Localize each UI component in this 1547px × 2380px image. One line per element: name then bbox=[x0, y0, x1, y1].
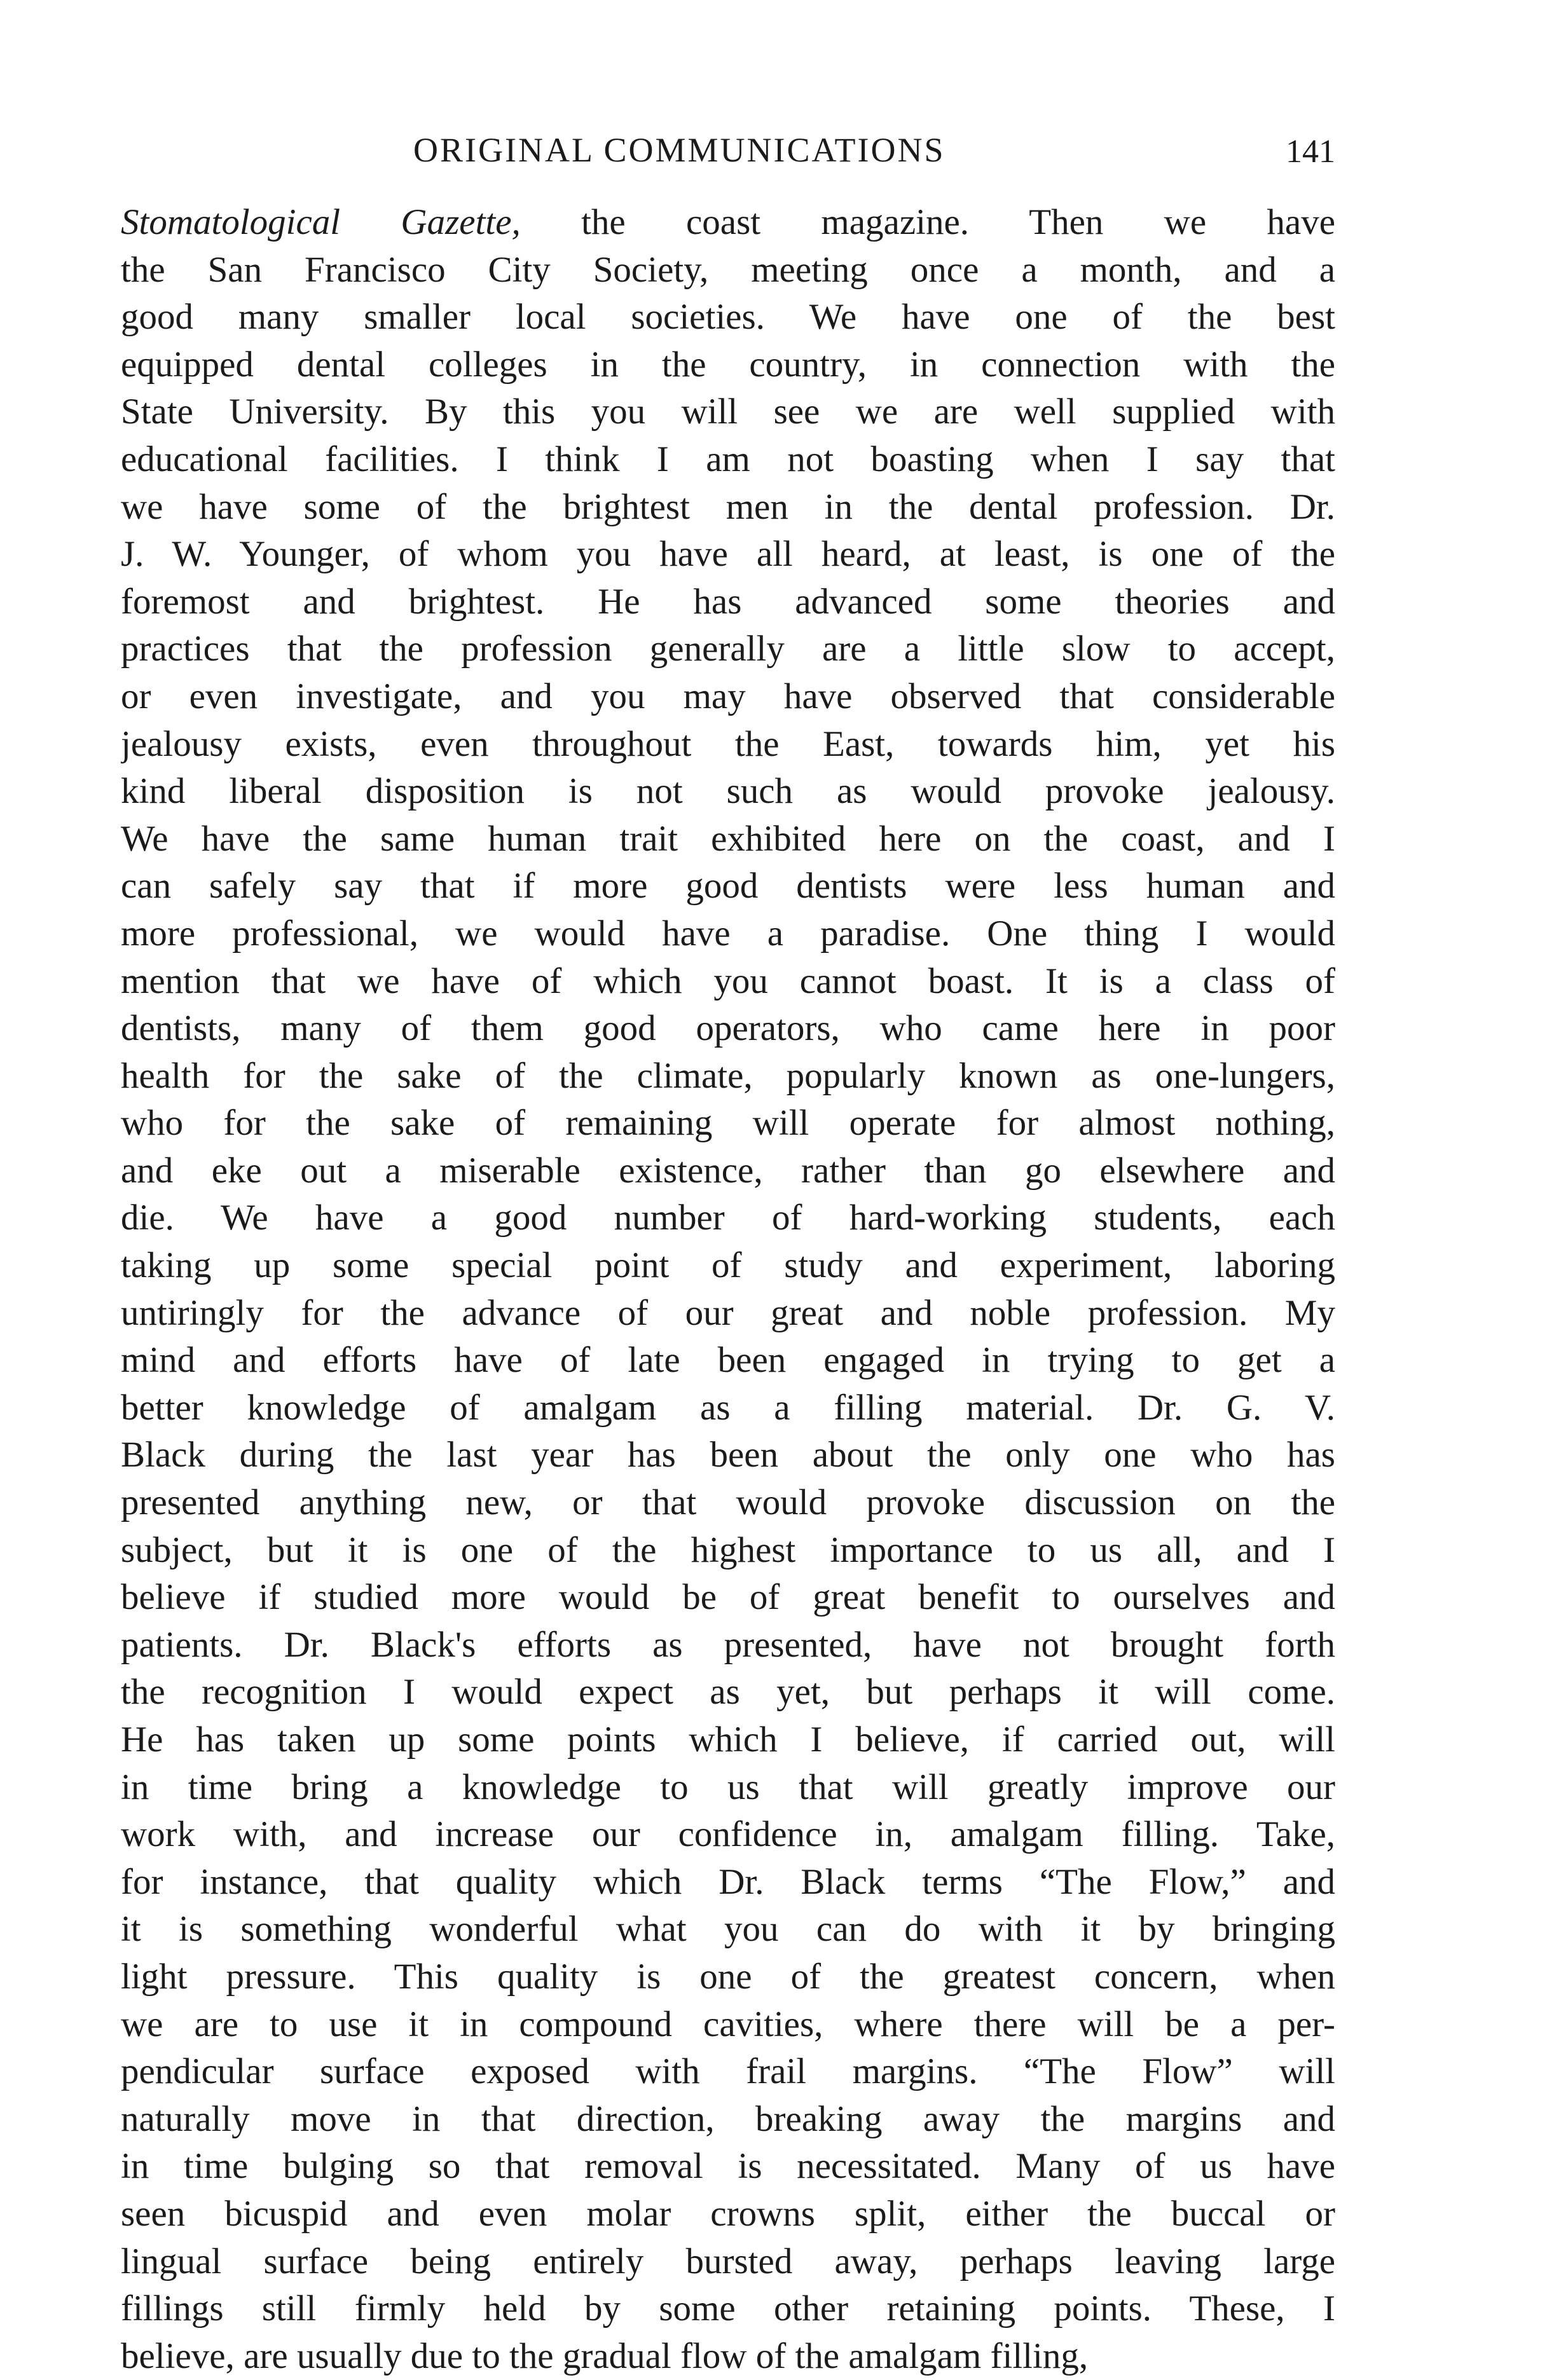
line-text: naturally move in that direction, breaking away the margins and bbox=[121, 2098, 1335, 2139]
text-line bbox=[121, 1764, 1335, 1812]
line-text: equipped dental colleges in the country, in connection with the bbox=[121, 344, 1335, 385]
line-text: presented anything new, or that would provoke discussion on the bbox=[121, 1482, 1335, 1523]
text-line bbox=[121, 247, 1335, 294]
line-text: more professional, we would have a paradise. One thing I would bbox=[121, 913, 1335, 954]
body-text bbox=[121, 199, 1335, 2380]
line-text: the coast magazine. Then we have bbox=[520, 202, 1335, 242]
page-number: 141 bbox=[1286, 133, 1335, 170]
line-text: foremost and brightest. He has advanced some theories and bbox=[121, 581, 1335, 622]
line-text: we have some of the brightest men in the dental profession. Dr. bbox=[121, 486, 1335, 527]
text-line bbox=[121, 1242, 1335, 1290]
text-line bbox=[121, 1194, 1335, 1242]
line-text: for instance, that quality which Dr. Black terms “The Flow,” and bbox=[121, 1861, 1335, 1902]
text-line bbox=[121, 2048, 1335, 2096]
text-line bbox=[121, 2001, 1335, 2049]
line-text: can safely say that if more good dentists were less human and bbox=[121, 866, 1335, 906]
text-line bbox=[121, 578, 1335, 626]
line-text: the San Francisco City Society, meeting once a month, and a bbox=[121, 249, 1335, 290]
text-line bbox=[121, 1811, 1335, 1859]
text-line bbox=[121, 1337, 1335, 1385]
running-title: ORIGINAL COMMUNICATIONS bbox=[413, 131, 945, 169]
line-text: health for the sake of the climate, popularly known as one-lungers, bbox=[121, 1055, 1335, 1096]
text-line bbox=[121, 531, 1335, 578]
line-text: and eke out a miserable existence, rather than go elsewhere and bbox=[121, 1150, 1335, 1191]
text-line bbox=[121, 1527, 1335, 1575]
line-text: or even investigate, and you may have observed that considerable bbox=[121, 676, 1335, 716]
text-line bbox=[121, 768, 1335, 816]
line-text: pendicular surface exposed with frail margins. “The Flow” will bbox=[121, 2051, 1335, 2092]
text-line bbox=[121, 1622, 1335, 1669]
italic-title: Stomatological Gazette, bbox=[121, 202, 521, 242]
text-line bbox=[121, 1716, 1335, 1764]
line-text: good many smaller local societies. We have one of the best bbox=[121, 297, 1335, 338]
text-line bbox=[121, 1005, 1335, 1053]
line-text: practices that the profession generally are a little slow to accept, bbox=[121, 629, 1335, 669]
text-line bbox=[121, 1053, 1335, 1100]
line-text: in time bring a knowledge to us that will greatly improve our bbox=[121, 1767, 1335, 1807]
text-line bbox=[121, 816, 1335, 863]
line-text: patients. Dr. Black's efforts as presented, have not brought forth bbox=[121, 1624, 1335, 1665]
text-line bbox=[121, 484, 1335, 531]
text-line bbox=[121, 2333, 1335, 2380]
line-text: jealousy exists, even throughout the East, towards him, yet his bbox=[121, 723, 1335, 764]
text-line bbox=[121, 1859, 1335, 1906]
text-line bbox=[121, 2238, 1335, 2286]
line-text: dentists, many of them good operators, who came here in poor bbox=[121, 1008, 1335, 1049]
line-text: we are to use it in compound cavities, where there will be a per- bbox=[121, 2004, 1335, 2044]
line-text: mention that we have of which you cannot boast. It is a class of bbox=[121, 961, 1335, 1001]
line-text: it is something wonderful what you can do with it by bringing bbox=[121, 1909, 1335, 1950]
line-text: work with, and increase our confidence in, amalgam filling. Take, bbox=[121, 1814, 1335, 1855]
page-header bbox=[121, 130, 1335, 181]
text-line bbox=[121, 910, 1335, 958]
text-line bbox=[121, 721, 1335, 769]
line-text: mind and efforts have of late been engaged in trying to get a bbox=[121, 1340, 1335, 1381]
line-text: We have the same human trait exhibited here on the coast, and I bbox=[121, 818, 1335, 859]
text-line bbox=[121, 2096, 1335, 2144]
line-text: believe if studied more would be of great benefit to ourselves and bbox=[121, 1577, 1335, 1618]
line-text: light pressure. This quality is one of the greatest concern, when bbox=[121, 1956, 1335, 1997]
line-text: J. W. Younger, of whom you have all heard, at least, is one of the bbox=[121, 534, 1335, 575]
text-line bbox=[121, 294, 1335, 341]
line-text: lingual surface being entirely bursted away, perhaps leaving large bbox=[121, 2241, 1335, 2281]
line-text: kind liberal disposition is not such as would provoke jealousy. bbox=[121, 771, 1335, 812]
line-text: State University. By this you will see we are well supplied with bbox=[121, 392, 1335, 432]
line-text: the recognition I would expect as yet, but perhaps it will come. bbox=[121, 1672, 1335, 1713]
text-line bbox=[121, 2285, 1335, 2333]
text-line bbox=[121, 1147, 1335, 1195]
text-line bbox=[121, 1432, 1335, 1479]
text-line bbox=[121, 388, 1335, 436]
line-text: taking up some special point of study and experiment, laboring bbox=[121, 1245, 1335, 1286]
line-text: untiringly for the advance of our great and noble profession. My bbox=[121, 1292, 1335, 1333]
line-text: He has taken up some points which I believe, if carried out, will bbox=[121, 1720, 1335, 1760]
text-line bbox=[121, 1479, 1335, 1527]
text-line bbox=[121, 863, 1335, 910]
text-line bbox=[121, 1669, 1335, 1716]
line-text: die. We have a good number of hard-working students, each bbox=[121, 1198, 1335, 1238]
text-line bbox=[121, 2143, 1335, 2191]
line-text: seen bicuspid and even molar crowns split, either the buccal or bbox=[121, 2193, 1335, 2234]
text-line bbox=[121, 1290, 1335, 1337]
text-line bbox=[121, 1385, 1335, 1432]
line-text: fillings still firmly held by some other retaining points. These, I bbox=[121, 2288, 1335, 2329]
line-text: educational facilities. I think I am not boasting when I say that bbox=[121, 439, 1335, 479]
text-line bbox=[121, 626, 1335, 673]
text-line bbox=[121, 436, 1335, 484]
text-line bbox=[121, 1100, 1335, 1147]
text-line bbox=[121, 1574, 1335, 1622]
text-line bbox=[121, 1953, 1335, 2001]
line-text: better knowledge of amalgam as a filling material. Dr. G. V. bbox=[121, 1387, 1335, 1428]
line-text: who for the sake of remaining will operate for almost nothing, bbox=[121, 1103, 1335, 1144]
line-text: in time bulging so that removal is necessitated. Many of us have bbox=[121, 2146, 1335, 2187]
text-line bbox=[121, 1906, 1335, 1953]
text-line bbox=[121, 958, 1335, 1006]
line-text: Black during the last year has been about the only one who has bbox=[121, 1435, 1335, 1475]
line-text: subject, but it is one of the highest importance to us all, and I bbox=[121, 1529, 1335, 1570]
text-line bbox=[121, 2191, 1335, 2238]
text-line bbox=[121, 199, 1335, 247]
text-line bbox=[121, 341, 1335, 389]
line-text: believe, are usually due to the gradual flow of the amalgam filling, bbox=[121, 2336, 1089, 2376]
text-line bbox=[121, 673, 1335, 721]
